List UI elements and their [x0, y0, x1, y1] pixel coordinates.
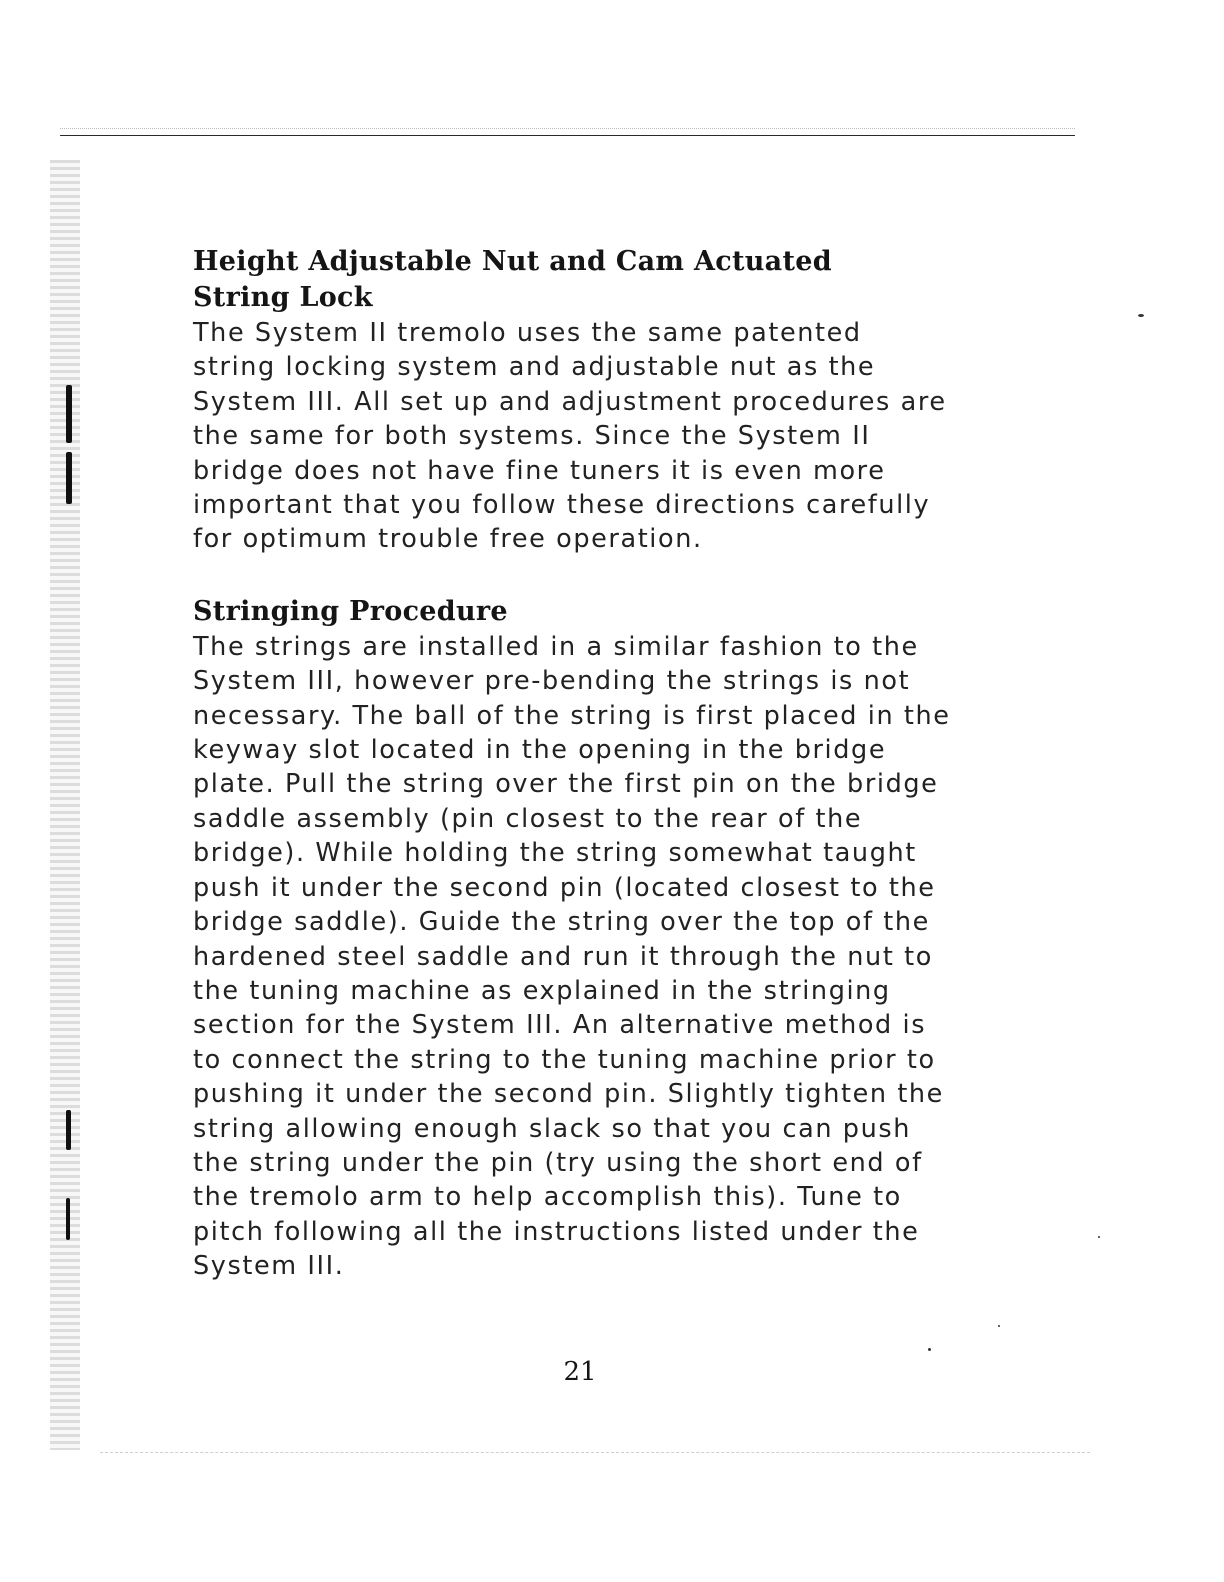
section-paragraph: The strings are installed in a similar fashion to the System III, however pre-bending the strings is not necessary. The ball of the string is first placed in the keyway slot located in the opening in the bridge plate. Pull the string over the first pin on the bridge saddle assembly (pin closest to the rear of the bridge). While holding the string somewhat taught push it under the second pin (located closest to the bridge saddle). Guide the string over the top of the hardened steel saddle and run it through the nut to the tuning machine as explained in the stringing section for the System III. An alternative method is to connect the string to the tuning machine prior to pushing it under the second pin. Slightly tighten the string allowing enough slack so that you can push the string under the pin (try using the short end of the tremolo arm to help accomplish this). Tune to pitch following all the instructions listed under the System III.: [193, 631, 951, 1282]
speck: [928, 1348, 931, 1351]
binding-mark: [66, 385, 72, 443]
speck: [1138, 314, 1144, 317]
section-heading: [193, 244, 953, 316]
binding-mark: [66, 1198, 70, 1240]
section-stringing-procedure: [193, 594, 953, 1284]
page-number: 21: [563, 1357, 597, 1387]
binding-shadow: [50, 160, 80, 1450]
section-nut-string-lock: [193, 244, 953, 557]
top-rule: [60, 135, 1075, 136]
section-heading: Stringing Procedure: [193, 595, 508, 627]
speck: [998, 1325, 1000, 1327]
speck: [1098, 1236, 1100, 1238]
section-paragraph: The System II tremolo uses the same patented string locking system and adjustable nut as the System III. All set up and adjustment procedures are the same for both systems. Since the System II bridge does not have fine tuners it is even more important that you follow these directions carefully for optimum trouble free operation.: [193, 318, 947, 555]
binding-mark: [66, 452, 72, 504]
heading-line-2: String Lock: [193, 282, 373, 313]
document-body: [193, 244, 953, 1284]
top-faint-rule: [60, 128, 1075, 129]
binding-mark: [66, 1110, 71, 1150]
heading-line-1: Height Adjustable Nut and Cam Actuated: [193, 246, 832, 277]
bottom-rule: [100, 1452, 1090, 1453]
